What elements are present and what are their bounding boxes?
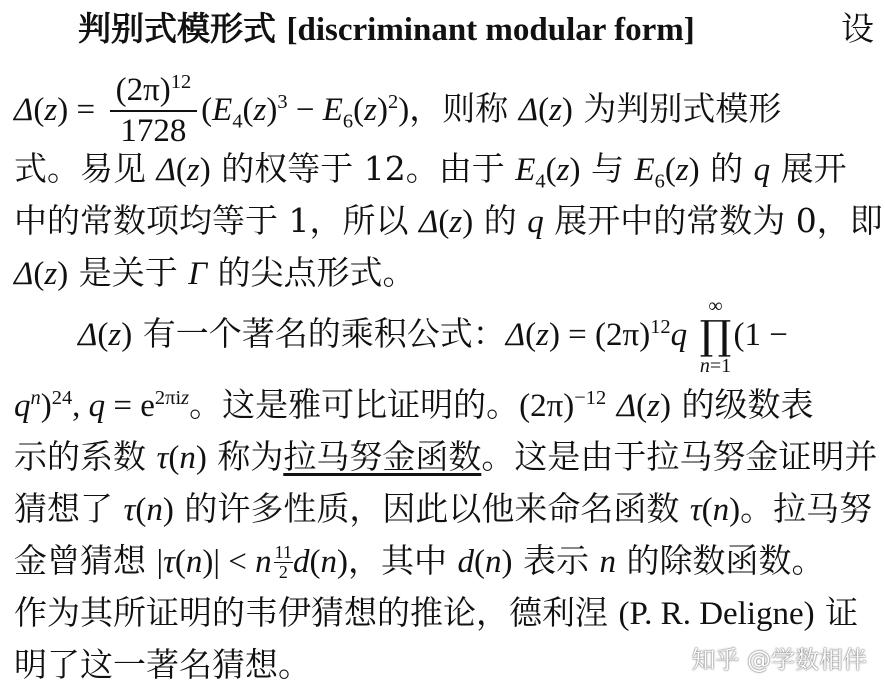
line-8: 示的系数 τ(n) 称为拉马努金函数。这是由于拉马努金证明并: [14, 437, 878, 476]
text-jacobi: 。这是雅可比证明的。: [189, 385, 520, 424]
text-obvious: 式。易见: [14, 149, 146, 188]
text-then: ，则称: [409, 89, 509, 128]
text-expansion: 展开: [780, 149, 847, 188]
text-conjectured: 猜想了: [14, 489, 113, 528]
text-constant-terms: 中的常数项均等于 1，所以: [14, 201, 409, 240]
text-denotes: 表示: [522, 541, 589, 580]
text-is-discriminant: 为判别式模形: [583, 89, 782, 128]
text-once-conjectured: 金曾猜想: [14, 541, 146, 580]
text-ramanujan: 。拉马努: [740, 489, 873, 528]
line-10: 金曾猜想 |τ(n)| < n $\frac{11}{2}$ d(n)，其中 d(n) 表示 n 的除数函数。: [14, 541, 825, 582]
text-ramanujan-proved: 。这是由于拉马努金证明并: [481, 437, 878, 476]
line-1: [14, 8, 874, 51]
text-constant-zero: 展开中的常数为 0，即: [554, 201, 883, 240]
text-proved-conjecture: 明了这一著名猜想。: [14, 645, 311, 684]
line-4: 中的常数项均等于 1，所以 Δ(z) 的 q 展开中的常数为 0，即: [14, 201, 883, 240]
text-prove: 证: [825, 593, 859, 632]
zhihu-watermark: 知乎 @学数相伴: [691, 646, 867, 674]
text-cusp-form: 的尖点形式。: [217, 253, 416, 292]
text-of: 的: [710, 149, 744, 188]
text-is-about: 是关于: [78, 253, 178, 292]
ramanujan-function-term[interactable]: 拉马努金函数: [283, 437, 482, 476]
product-symbol: ∞ ∏ n=1: [699, 295, 732, 377]
text-where: ，其中: [347, 541, 447, 580]
text-and: 与: [590, 149, 624, 188]
text-weight: 的权等于 12。由于: [221, 149, 505, 188]
text-weil-corollary: 作为其所证明的韦伊猜想的推论，德利涅: [14, 593, 608, 632]
line-9: 猜想了 τ(n) 的许多性质，因此以他来命名函数 τ(n)。拉马努: [14, 489, 873, 528]
line-6-product: Δ(z) 有一个著名的乘积公式：$\Delta(z) = (2\pi)^{12}q$ ∞ ∏ n=1 (1 −: [78, 295, 788, 377]
line-3: 式。易见 Δ(z) 的权等于 12。由于 $E_4(z)$ 与 $E_6(z)$ 的 q 展开: [14, 149, 847, 193]
text-she: 设: [841, 9, 874, 48]
text-product-formula: 有一个著名的乘积公式：: [142, 314, 506, 353]
text-of-2: 的: [483, 201, 517, 240]
line-5: Δ(z) 是关于 Γ 的尖点形式。: [14, 253, 416, 292]
text-divisor-function: 的除数函数。: [626, 541, 825, 580]
line-11: [14, 592, 874, 635]
english-term: [discriminant modular form]: [286, 12, 695, 48]
line-7: $q^n)^{24}$, $q = e^{2\pi iz}$。这是雅可比证明的。$(2\pi)^{-12}$ Δ(z) 的级数表: [14, 385, 814, 424]
text-called: 称为: [217, 437, 284, 476]
text-coefficient: 示的系数: [14, 437, 146, 476]
fraction: $\frac{(2\pi)^{12}}{1728}$: [110, 74, 198, 148]
line-2-formula: Δ(z) = $\frac{(2\pi)^{12}}{1728}$ $(E_4(z)^3 - E_6(z)^2)$，则称 Δ(z) 为判别式模形: [14, 71, 782, 149]
text-deligne-name: (P. R. Deligne): [618, 596, 815, 632]
text-series: 的级数表: [681, 385, 814, 424]
headword: 判别式模形式: [78, 9, 276, 48]
exponent-fraction: $\frac{11}{2}$: [274, 542, 292, 582]
text-properties: 的许多性质，因此以他来命名函数: [184, 489, 680, 528]
